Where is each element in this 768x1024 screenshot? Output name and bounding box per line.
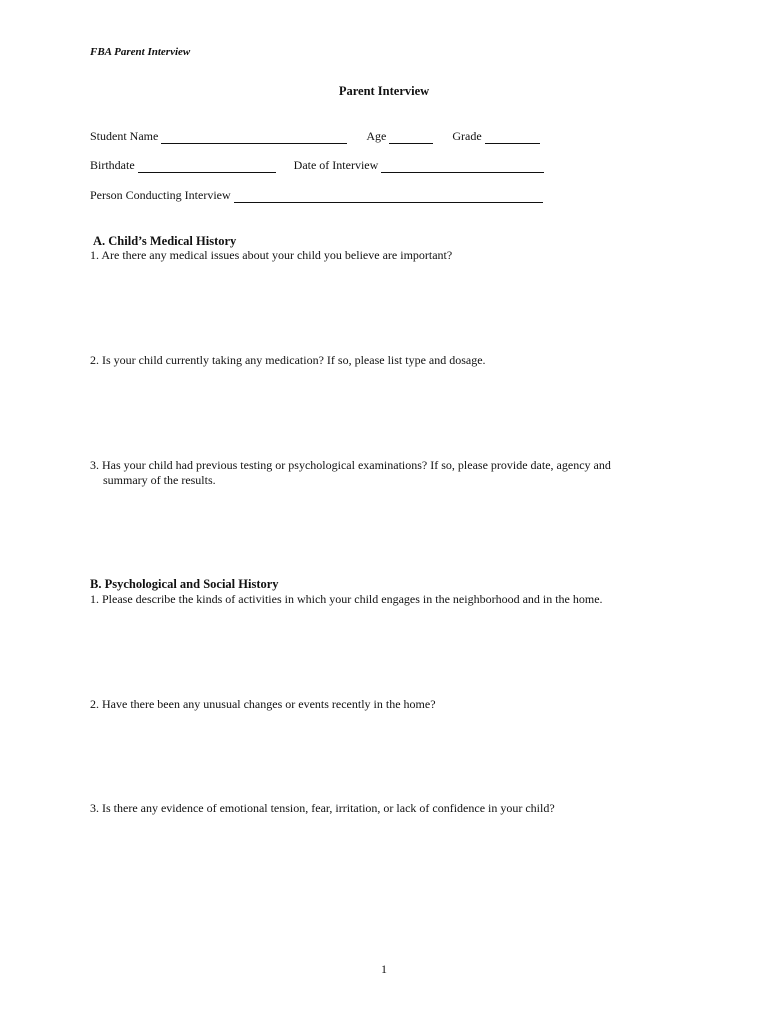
page-number: 1 bbox=[381, 962, 387, 976]
question-a2: 2. Is your child currently taking any medication? If so, please list type and dosage. bbox=[90, 353, 486, 367]
age-blank[interactable] bbox=[389, 132, 433, 144]
question-b3: 3. Is there any evidence of emotional tension, fear, irritation, or lack of confidence in your child? bbox=[90, 801, 555, 815]
student-info-row bbox=[90, 129, 540, 144]
date-of-interview-field bbox=[294, 158, 545, 173]
person-conducting-label: Person Conducting Interview bbox=[90, 188, 231, 202]
question-a3: 3. Has your child had previous testing or psychological examinations? If so, please provide date, agency and bbox=[90, 458, 611, 472]
grade-label: Grade bbox=[452, 129, 482, 143]
question-a1: 1. Are there any medical issues about your child you believe are important? bbox=[90, 248, 453, 262]
grade-blank[interactable] bbox=[485, 132, 540, 144]
birthdate-label: Birthdate bbox=[90, 158, 135, 172]
question-a3-continued: summary of the results. bbox=[103, 473, 216, 487]
date-of-interview-blank[interactable] bbox=[381, 161, 544, 173]
student-name-label: Student Name bbox=[90, 129, 159, 143]
section-a-heading: A. Child’s Medical History bbox=[93, 234, 237, 248]
dates-row bbox=[90, 158, 544, 173]
person-conducting-blank[interactable] bbox=[234, 191, 543, 203]
page-title: Parent Interview bbox=[338, 84, 430, 98]
question-b2: 2. Have there been any unusual changes or events recently in the home? bbox=[90, 697, 436, 711]
student-name-blank[interactable] bbox=[161, 132, 347, 144]
age-field bbox=[366, 129, 433, 144]
birthdate-field bbox=[90, 158, 276, 173]
question-b1: 1. Please describe the kinds of activities in which your child engages in the neighborhood and in the home. bbox=[90, 592, 603, 606]
running-header: FBA Parent Interview bbox=[90, 46, 191, 58]
person-conducting-field bbox=[90, 188, 543, 203]
date-of-interview-label: Date of Interview bbox=[293, 158, 379, 172]
grade-field bbox=[452, 129, 539, 144]
section-b-heading: B. Psychological and Social History bbox=[90, 577, 279, 591]
student-name-field bbox=[90, 129, 347, 144]
interviewer-row bbox=[90, 188, 543, 203]
birthdate-blank[interactable] bbox=[138, 161, 276, 173]
age-label: Age bbox=[366, 129, 387, 143]
